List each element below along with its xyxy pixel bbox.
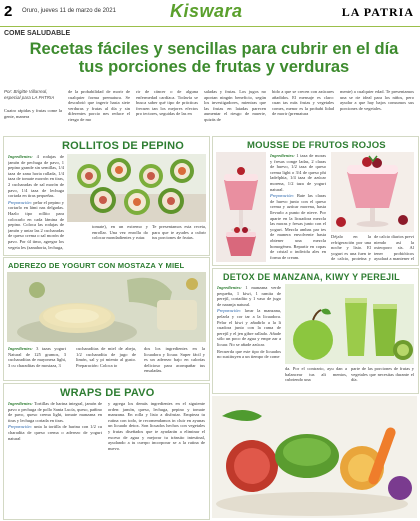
aderezo-text-col-2: cucharaditas de miel de abeja, 1/2 cucharadita de jugo de limón, sal y pi miento al gusto. Preparación: Coloca to bbox=[76, 346, 136, 368]
ingredients-label: Ingredientes: bbox=[217, 285, 242, 290]
mousse-text-col-1 bbox=[270, 153, 326, 262]
mousse-text-col-2: Déjalo en la refrigeración por una noche y listo. El yogurt es una fuen te de calcio, proteína y bbox=[331, 234, 371, 262]
ingredients-label: Ingredientes: bbox=[8, 154, 33, 159]
prep-text: unta la tortilla de harina con 1/2 cu charadita de queso crema o aderezo de yogurt natural bbox=[8, 424, 102, 441]
dressing-photo bbox=[7, 272, 206, 342]
ingredients-label: Ingredientes: bbox=[270, 153, 295, 158]
mousse-photo bbox=[216, 152, 266, 262]
prep-label: Preparación: bbox=[8, 424, 33, 430]
pepino-text-col-1 bbox=[8, 154, 64, 252]
intro-col-2: de la probabilidad de morir de cualquier forma prematura. Se descubrió que ingerir hasta siete verduras y frutas al día y sin diferentes porcio nes reduce el riesgo de mo bbox=[68, 89, 130, 122]
recipe-title-wraps: WRAPS DE PAVO bbox=[60, 387, 155, 399]
section-label: COME SALUDABLE bbox=[4, 30, 71, 37]
recipe-box-aderezo bbox=[3, 257, 210, 381]
recipe-title-pepino: ROLLITOS DE PEPINO bbox=[62, 140, 184, 152]
byline: Por: Brigitte Villarreal, especial para LA PATRIA bbox=[4, 89, 55, 100]
dateline: Oruro, jueves 11 de marzo de 2021 bbox=[22, 8, 116, 14]
ingredients-text: 3 tazas yogurt Natural de 125 gramos, 3 cucharaditas de mayonesa light, 3 cu charaditas de mostaza, 3 bbox=[8, 346, 66, 368]
intro-col-5: bido a que se crecen con azúcares añadidos. El mensaje es claro: cuan tas más frutas y vegetales comes, menor es la probabi lidad de morir (prematura bbox=[272, 89, 334, 117]
berry-mousse-photo bbox=[331, 152, 414, 232]
recipe-box-pepino bbox=[3, 136, 210, 256]
masthead-logo: LA PATRIA bbox=[341, 5, 414, 19]
recipe-title-mousse: MOUSSE DE FRUTOS ROJOS bbox=[247, 140, 386, 151]
prep-text: Bate las claras de huevo junto con el queso crema y azúcar morena, hasta llevarlo a punto de nieve. Por aparte en la licuadora mezcla las moras y fresas junto con el yogurt. Mezcla ambas par tes de manera envolvente hasta obtener una mezcla homogénea. Repartir en copas de cristal o individu ales en forma de cream. bbox=[270, 193, 326, 260]
ingredients-label: Ingredientes: bbox=[8, 401, 33, 406]
pepino-text-col-3: Te presentamos esta receta, para que te ayudes a cubrir tus porciones de frutas. bbox=[152, 224, 206, 241]
ingredients-text: 4 rodajas de jamón de pechuga de pavo, 1 pepino grande sin semillas, 1/4 taza de zana horia rallada, 1/4 taza de tomate morrón en tiras, 2 cucharadas de sal morón de pavo, 1/4 taza de lechuga cortada en tiras pequeñas. bbox=[8, 154, 64, 199]
intro-col-3: rir de cáncer o de alguna enfermedad cardíaca. Todavía se busca saber qué tipo de prácticas frecuen tan los mejores efectos pro tectores, seguidas de las en bbox=[136, 89, 198, 117]
aderezo-text-col-3: dos los ingredientes en la licuadora y licuar. Super fácil y es un aderezo bajo en calorías delicioso para acompañar tus ensaladas. bbox=[144, 346, 205, 374]
prep-text: lavar la manzana, pelarla y cor tar a la licuadora. Pelar el kiwi y añadirlo a la li cuadora junto con la rama de perejil y el jen gibre rallado. Añade sólo un poco de agua y empe zar a licuar. No se añade azúcar. bbox=[217, 308, 281, 347]
prep-label: Preparación: bbox=[8, 199, 33, 205]
detox-text-col-3: parte de las porciones de frutas y vegetales que necesitas durante el día. bbox=[351, 366, 414, 383]
intro-col-1: Cuatro rápidas y frutas come la gente, manera bbox=[4, 108, 62, 119]
wraps-text-col-1 bbox=[8, 401, 102, 515]
mousse-text-col-3: de calcio diarios previ niendo así la osteoporo sis. Al tener probióticos ayudará a mantener el bbox=[374, 234, 414, 262]
intro-col-4: saladas y frutas. Los jugos no aportan ningún beneficio, según los investigadores, mientras que las frutas en latadas parecen aumentar el riesgo de muerte, quizás de bbox=[204, 89, 266, 122]
brand-logo: Kiswara bbox=[170, 1, 243, 21]
vegetables-photo bbox=[212, 396, 417, 518]
intro-col-6: mente) a cualquier edad. Te presentamos una se rie ideal para los niños, pero ayudar a que hay bajos consumos sus porciones de vegetales. bbox=[340, 89, 414, 111]
prep-label: Preparación: bbox=[270, 193, 295, 199]
note-text: Recuerda que este tipo de licuados no sustituyen a un tiempo de come bbox=[217, 348, 281, 360]
recipe-box-detox bbox=[212, 268, 419, 394]
prep-label: Preparación: bbox=[217, 308, 242, 314]
ingredients-text: 1 taza de moras y fresas conge ladas, 2 claras de huevo, 1/2 taza de queso crema light o 3/4 de queso phi ladelphia, 1/4 taza de azúcar morena, 1/2 taza de yogurt natural. bbox=[270, 153, 326, 192]
prep-text: pelar el pepino y cortarlo en lámi nas delgadas. Hazlo tipo rollito para colocarlo en cada lámina de pepino. Coloca las rodajas de jamón y untar las 2 cucharadas de queso crema o sal morón de pavo. Por úl timo, agregar los vegeta les (zanahoria, lechuga, bbox=[8, 199, 64, 250]
green-detox-photo bbox=[285, 284, 414, 364]
wraps-text-col-2: y agrega los demás ingredientes en el siguiente orden: jamón, queso, lechuga, pepino y tomate manzana. En rolla y listo a disfrutar. Empieza tu rutina con todo, te recomendamos in cluir en ayunas un licuado detox. Son licuados hechos con vegetales y frutas diseñados que te ayudarán a eliminar el exceso de agua y mejorar tu tránsito intestinal, ayudando a tu cuerpo incorporar se a la rutina de nuevo. bbox=[108, 401, 205, 451]
recipe-box-mousse bbox=[212, 136, 419, 266]
headline: Recetas fáciles y sencillas para cubrir en el día tus porciones de frutas y verduras bbox=[29, 40, 399, 76]
ingredients-label: Ingredientes: bbox=[8, 346, 33, 351]
detox-text-col-1 bbox=[217, 285, 281, 390]
detox-text-col-2: da. Por el contrario, ayu dan a balancear tus ali mentos, cubriendo una bbox=[285, 366, 347, 383]
recipe-box-wraps bbox=[3, 383, 210, 520]
aderezo-text-col-1 bbox=[8, 346, 66, 377]
cucumber-rolls-photo bbox=[67, 154, 206, 222]
recipe-title-detox: DETOX DE MANZANA, KIWY Y PEREJIL bbox=[223, 272, 400, 282]
ingredients-text: 1 manzana verde pequeña, 1 kiwi, 1 ramita de perejil, cortadito y 1 vaso de jugo de naranja natural. bbox=[217, 285, 281, 307]
page-header bbox=[0, 0, 420, 27]
recipe-title-aderezo: ADEREZO DE YOGURT CON MOSTAZA Y MIEL bbox=[8, 261, 185, 270]
pepino-text-col-2: tomate), en un extremo y enrollar. Una vez enrolla do colocar mondadientes y rutar. bbox=[92, 224, 148, 241]
page-number: 2 bbox=[4, 3, 13, 20]
ingredients-text: Tortillas de harina integral, jamón de pavo o pechuga de pollo Santa Lucía, queso, pañino de pavo, queso crema light, tomate manzana en tiras y lechuga cortada en tiras. bbox=[8, 401, 102, 423]
